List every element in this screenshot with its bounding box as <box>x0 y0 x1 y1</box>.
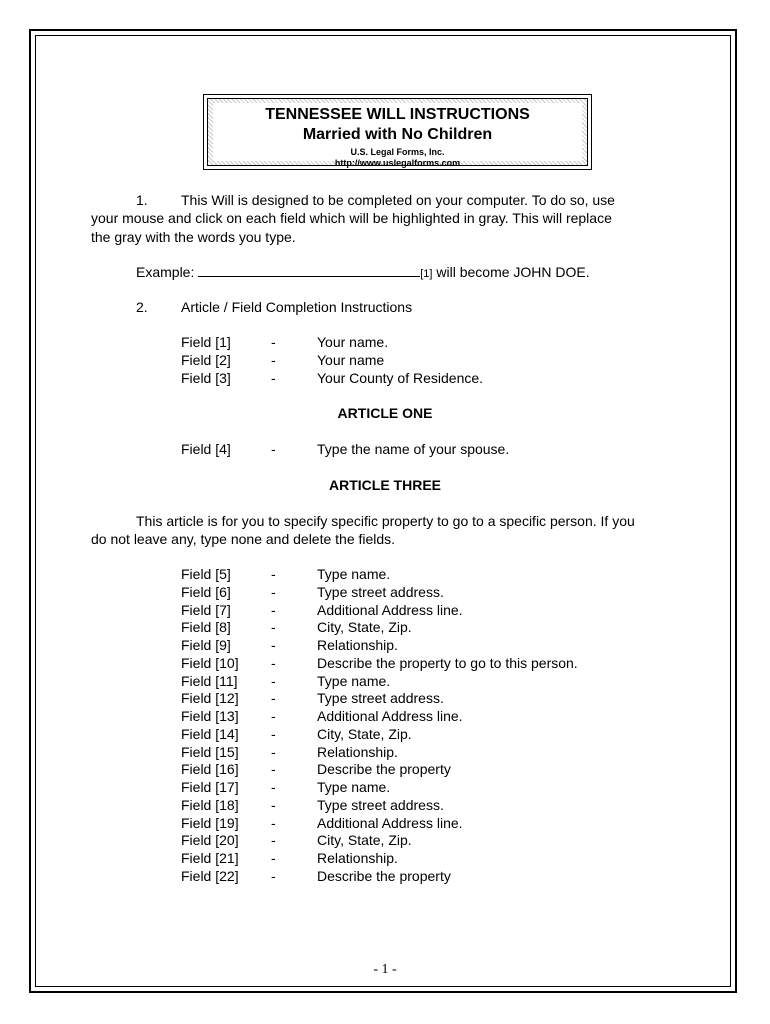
field-label: Field [21] <box>181 850 239 866</box>
field-description: Additional Address line. <box>317 814 463 831</box>
field-label: Field [12] <box>181 690 239 707</box>
section-2-number: 2. <box>136 299 148 315</box>
title-box-pattern <box>207 98 588 166</box>
field-description: Additional Address line. <box>317 601 463 618</box>
field-dash: - <box>271 690 276 707</box>
field-label: Field [15] <box>181 743 239 760</box>
article-three-intro-line-1: This article is for you to specify specific property to go to a specific person. If you <box>136 513 635 529</box>
field-label: Field [11] <box>181 672 238 689</box>
field-dash: - <box>271 708 276 724</box>
field-label: Field [16] <box>181 761 239 778</box>
field-description: City, State, Zip. <box>317 832 412 849</box>
field-dash: - <box>271 583 276 600</box>
field-description: Relationship. <box>317 637 398 653</box>
field-description: Describe the property <box>317 867 451 884</box>
example-field-ref: [1] <box>420 268 433 280</box>
field-dash: - <box>271 601 276 618</box>
section-1-line-1: This Will is designed to be completed on your computer. To do so, use <box>181 192 615 208</box>
field-label: Field [22] <box>181 867 239 884</box>
example-suffix: will become JOHN DOE. <box>432 264 590 280</box>
field-description: Type street address. <box>317 690 444 707</box>
field-dash: - <box>271 867 276 884</box>
field-label: Field [18] <box>181 796 239 813</box>
title-box-content <box>213 103 582 168</box>
field-dash: - <box>271 566 276 582</box>
field-dash: - <box>271 637 276 653</box>
field-dash: - <box>271 832 276 849</box>
field-description: Type street address. <box>317 796 444 813</box>
article-three-intro-line-2: do not leave any, type none and delete the fields. <box>91 531 396 547</box>
section-1-number: 1. <box>136 192 148 208</box>
field-label: Field [2] <box>181 352 231 368</box>
field-label: Field [14] <box>181 725 239 742</box>
field-description: Your name <box>317 352 385 368</box>
field-label: Field [20] <box>181 832 239 849</box>
field-description: Relationship. <box>317 743 398 760</box>
company-name: U.S. Legal Forms, Inc. <box>350 147 445 157</box>
field-label: Field [8] <box>181 619 231 636</box>
field-label: Field [4] <box>181 441 231 457</box>
field-description: Relationship. <box>317 850 398 866</box>
field-description: Describe the property to go to this person. <box>317 654 578 671</box>
field-dash: - <box>271 352 276 368</box>
field-description: City, State, Zip. <box>317 619 412 636</box>
field-label: Field [3] <box>181 370 231 386</box>
field-description: Additional Address line. <box>317 708 463 724</box>
field-dash: - <box>271 850 276 866</box>
field-dash: - <box>271 796 276 813</box>
field-dash: - <box>271 441 276 457</box>
field-label: Field [19] <box>181 814 239 831</box>
field-dash: - <box>271 654 276 671</box>
field-label: Field [9] <box>181 637 231 653</box>
field-label: Field [7] <box>181 601 231 618</box>
field-label: Field [5] <box>181 566 231 582</box>
field-description: Type street address. <box>317 583 444 600</box>
section-1-line-3: the gray with the words you type. <box>91 229 296 245</box>
example-blank <box>198 263 420 277</box>
field-description: Your County of Residence. <box>317 370 484 386</box>
field-dash: - <box>271 672 276 689</box>
field-dash: - <box>271 779 276 795</box>
field-label: Field [1] <box>181 334 231 350</box>
title-box <box>203 94 592 170</box>
field-description: Type name. <box>317 566 391 582</box>
field-label: Field [6] <box>181 583 231 600</box>
field-label: Field [10] <box>181 654 239 671</box>
field-description: Describe the property <box>317 761 451 778</box>
section-1-line-2: your mouse and click on each field which will be highlighted in gray. This will replace <box>91 210 612 226</box>
field-description: City, State, Zip. <box>317 725 412 742</box>
article-one-heading: ARTICLE ONE <box>337 405 433 421</box>
field-description: Type name. <box>317 779 391 795</box>
document-subtitle: Married with No Children <box>302 126 493 143</box>
field-dash: - <box>271 370 276 386</box>
field-description: Type name. <box>317 672 391 689</box>
field-dash: - <box>271 743 276 760</box>
field-description: Type the name of your spouse. <box>317 441 510 457</box>
field-dash: - <box>271 814 276 831</box>
field-dash: - <box>271 334 276 350</box>
field-dash: - <box>271 619 276 636</box>
document-title: TENNESSEE WILL INSTRUCTIONS <box>265 106 530 123</box>
example-line <box>136 263 590 283</box>
field-dash: - <box>271 725 276 742</box>
field-label: Field [17] <box>181 779 239 795</box>
article-three-heading: ARTICLE THREE <box>329 477 441 493</box>
field-dash: - <box>271 761 276 778</box>
field-description: Your name. <box>317 334 389 350</box>
field-label: Field [13] <box>181 708 239 724</box>
company-url: http://www.uslegalforms.com <box>334 158 461 168</box>
page-number: - 1 - <box>373 962 397 977</box>
section-2-heading: Article / Field Completion Instructions <box>181 299 413 315</box>
example-label: Example: <box>136 264 195 280</box>
